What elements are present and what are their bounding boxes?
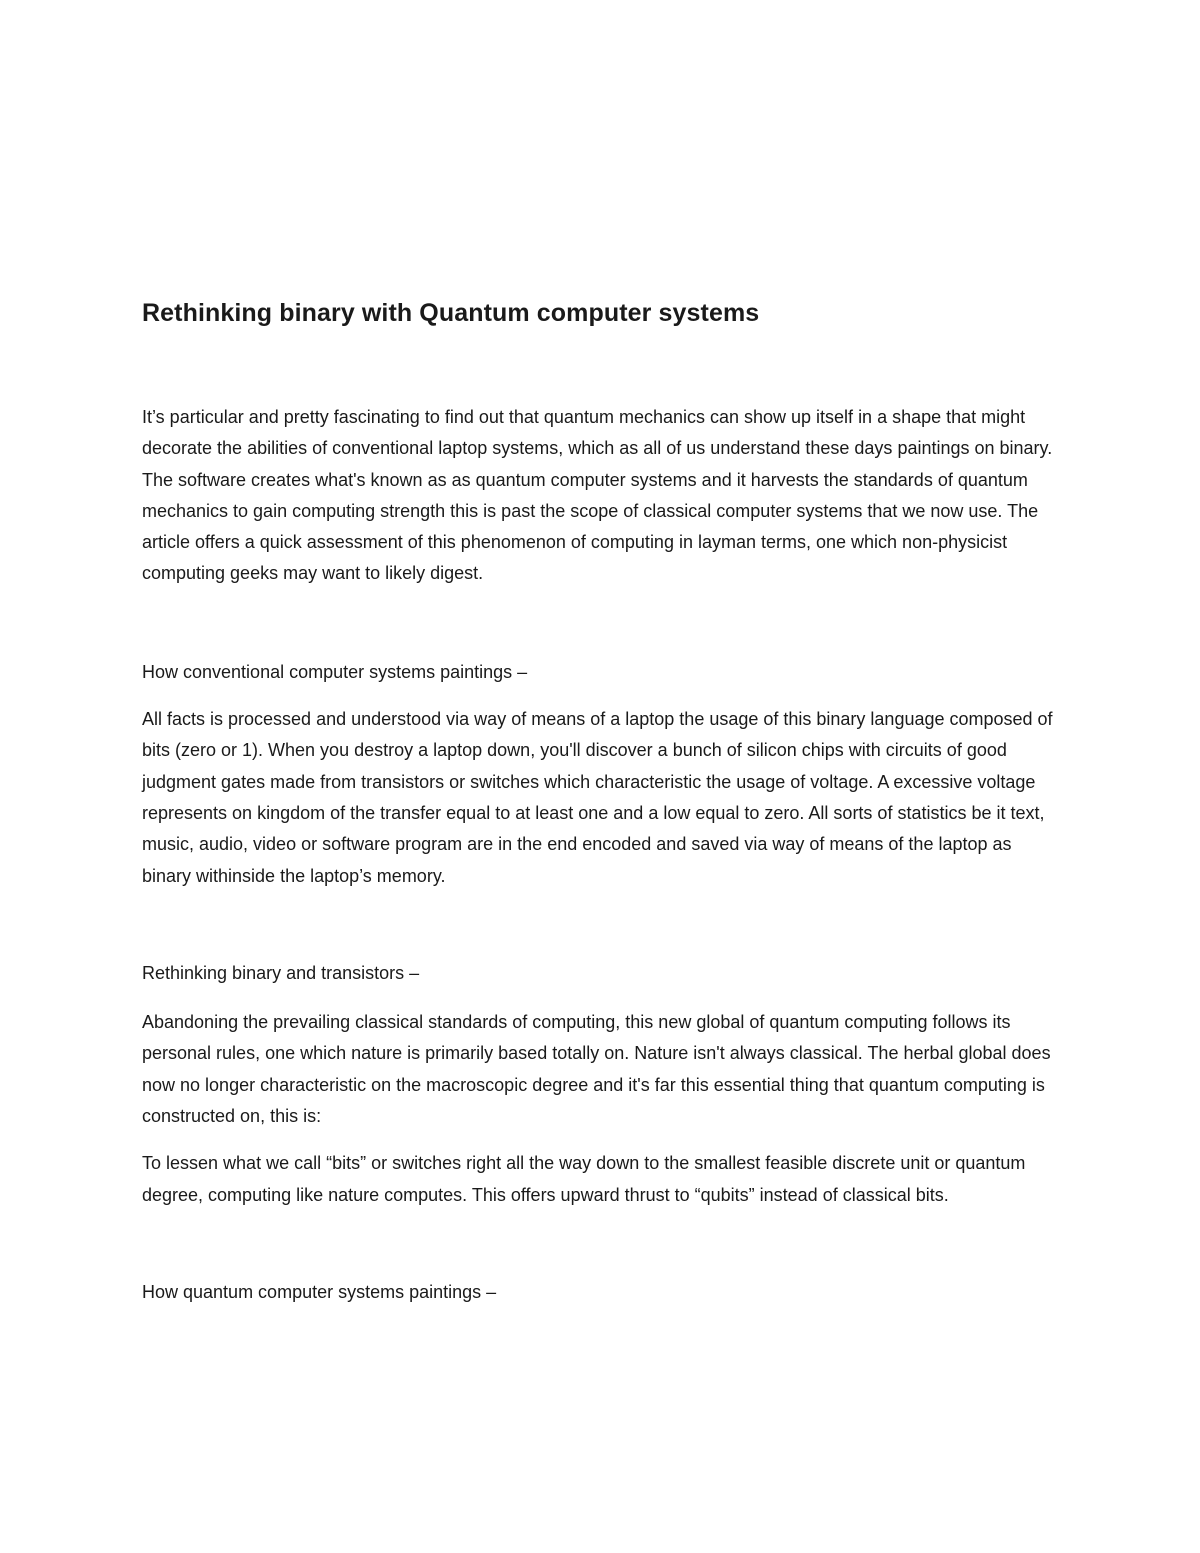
section-heading-rethinking: Rethinking binary and transistors – xyxy=(142,962,420,983)
section-heading-quantum: How quantum computer systems paintings – xyxy=(142,1281,497,1302)
paragraph-qubits: To lessen what we call “bits” or switches right all the way down to the smallest feasible discrete unit or quantum degree, computing like nature computes. This offers upward thrust to “qubits” instead of classical bits. xyxy=(142,1153,1026,1205)
document-body xyxy=(142,296,1062,1308)
section-heading-conventional: How conventional computer systems paintings – xyxy=(142,661,528,682)
document-title: Rethinking binary with Quantum computer systems xyxy=(142,299,760,327)
paragraph-conventional: All facts is processed and understood via way of means of a laptop the usage of this binary language composed of bits (zero or 1). When you destroy a laptop down, you'll discover a bunch of silicon chips with circuits of good judgment gates made from transistors or switches which characteristic the usage of voltage. A excessive voltage represents on kingdom of the transfer equal to at least one and a low equal to zero. All sorts of statistics be it text, music, audio, video or software program are in the end encoded and saved via way of means of the laptop as binary withinside the laptop’s memory. xyxy=(142,709,1053,886)
paragraph-intro: It’s particular and pretty fascinating to find out that quantum mechanics can show up itself in a shape that might decorate the abilities of conventional laptop systems, which as all of us understand these days paintings on binary. The software creates what's known as as quantum computer systems and it harvests the standards of quantum mechanics to gain computing strength this is past the scope of classical computer systems that we now use. The article offers a quick assessment of this phenomenon of computing in layman terms, one which non-physicist computing geeks may want to likely digest. xyxy=(142,407,1053,584)
paragraph-rethinking: Abandoning the prevailing classical standards of computing, this new global of quantum computing follows its personal rules, one which nature is primarily based totally on. Nature isn't always classical. The herbal global does now no longer characteristic on the macroscopic degree and it's far this essential thing that quantum computing is constructed on, this is: xyxy=(142,1012,1051,1127)
